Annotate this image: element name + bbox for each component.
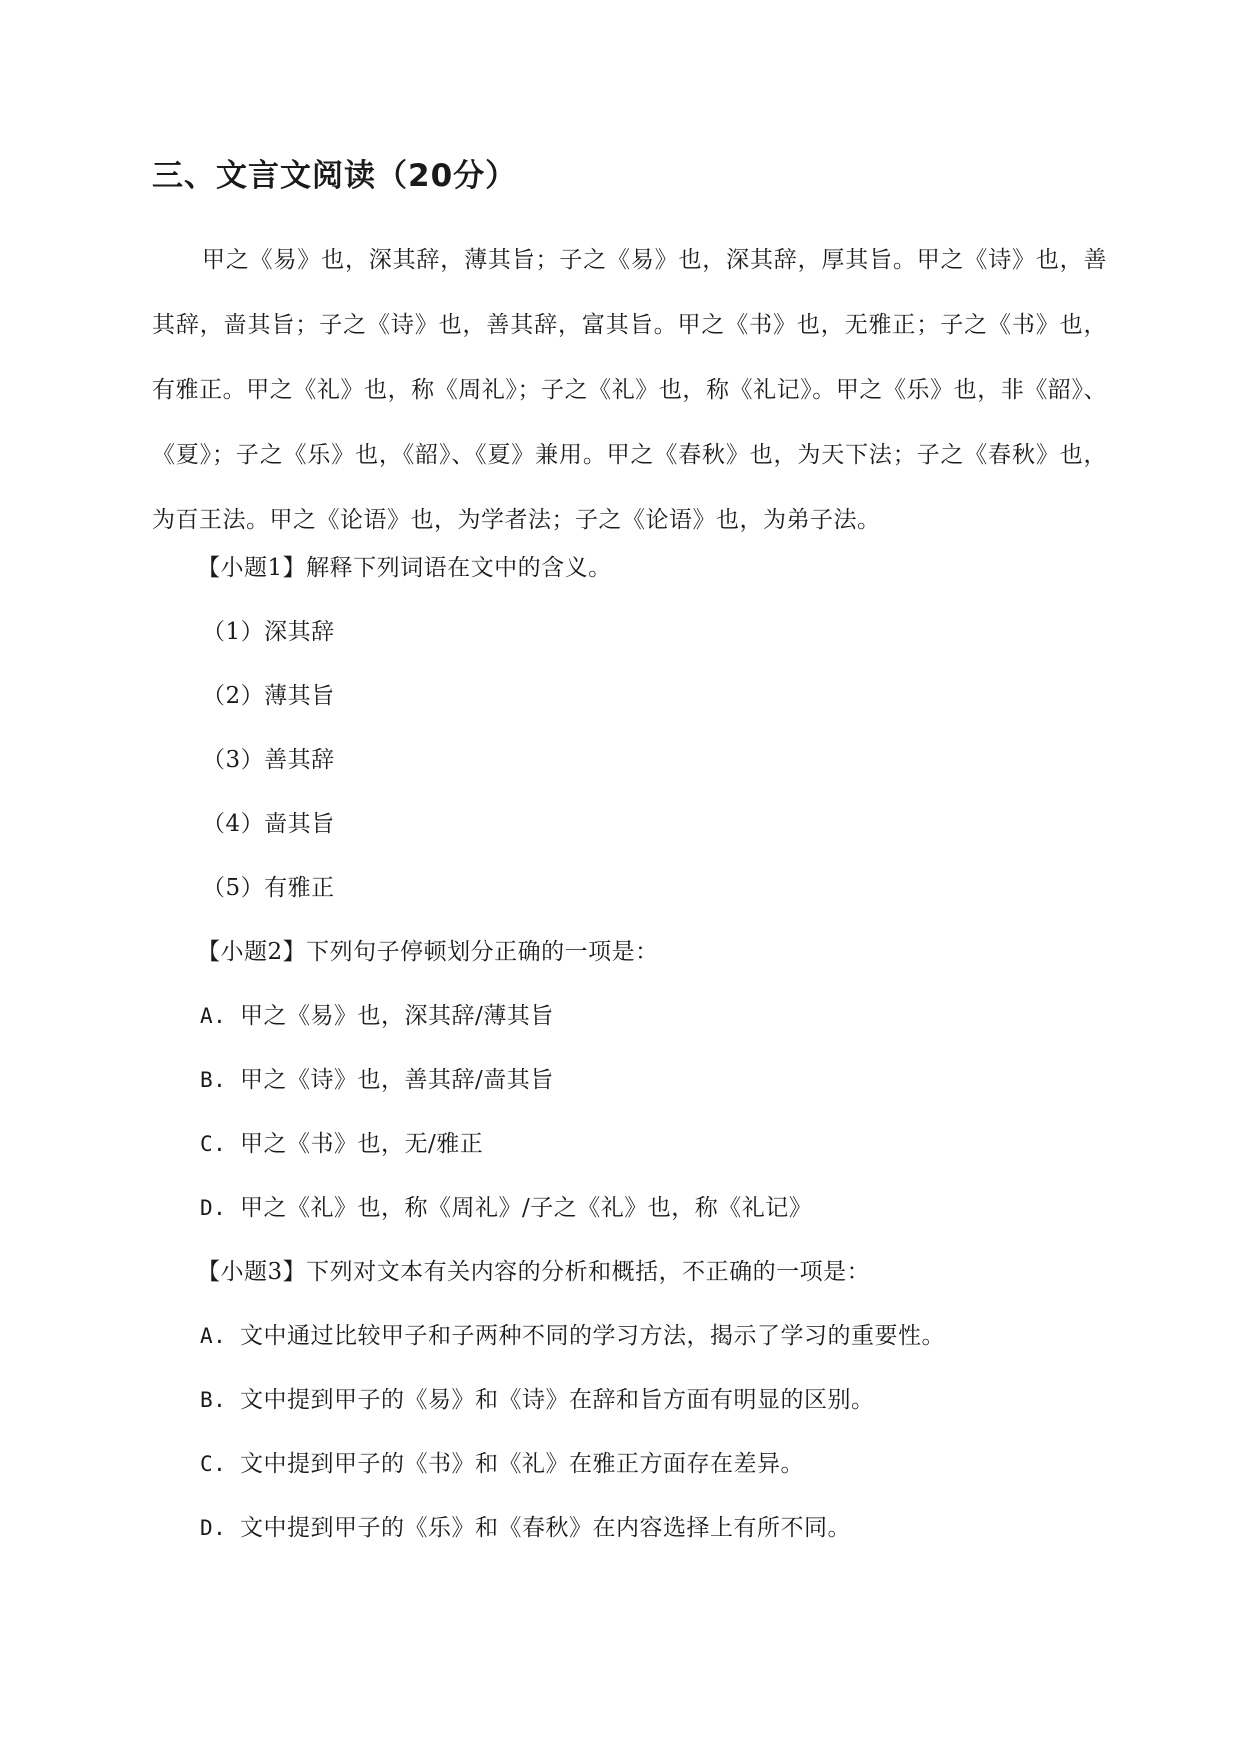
question-2-option-d — [200, 1193, 812, 1223]
option-letter: B. — [200, 1068, 227, 1092]
question-1-item: （5）有雅正 — [202, 875, 335, 901]
question-1-item: （2）薄其旨 — [202, 683, 335, 709]
option-text: 甲之《礼》也，称《周礼》/子之《礼》也，称《礼记》 — [240, 1195, 813, 1221]
option-letter: D. — [200, 1516, 227, 1540]
question-2-heading: 【小题2】下列句子停顿划分正确的一项是： — [197, 939, 659, 965]
question-1-heading: 【小题1】解释下列词语在文中的含义。 — [197, 555, 612, 581]
option-text: 甲之《诗》也，善其辞/啬其旨 — [240, 1067, 554, 1093]
question-2-option-b — [200, 1065, 554, 1095]
question-3-option-a — [200, 1321, 945, 1351]
option-letter: A. — [200, 1004, 227, 1028]
option-letter: B. — [200, 1388, 227, 1412]
question-1-item: （3）善其辞 — [202, 747, 335, 773]
question-1-item: （1）深其辞 — [202, 619, 335, 645]
option-letter: A. — [200, 1324, 227, 1348]
option-letter: C. — [200, 1132, 227, 1156]
question-3-option-c — [200, 1449, 804, 1479]
question-3-heading: 【小题3】下列对文本有关内容的分析和概括，不正确的一项是： — [197, 1259, 871, 1285]
option-text: 甲之《书》也，无/雅正 — [240, 1131, 484, 1157]
option-letter: D. — [200, 1196, 227, 1220]
classical-passage: 甲之《易》也，深其辞，薄其旨；子之《易》也，深其辞，厚其旨。甲之《诗》也，善其辞，啬其旨；子之《诗》也，善其辞，富其旨。甲之《书》也，无雅正；子之《书》也，有雅正。甲之《礼》也，称《周礼》；子之《礼》也，称《礼记》。甲之《乐》也，非《韶》、《夏》；子之《乐》也，《韶》、《夏》兼用。甲之《春秋》也，为天下法；子之《春秋》也，为百王法。甲之《论语》也，为学者法；子之《论语》也，为弟子法。 — [152, 247, 1107, 533]
option-text: 文中提到甲子的《书》和《礼》在雅正方面存在差异。 — [240, 1451, 804, 1477]
question-2-option-a — [200, 1001, 554, 1031]
option-text: 文中提到甲子的《易》和《诗》在辞和旨方面有明显的区别。 — [240, 1387, 875, 1413]
option-text: 文中通过比较甲子和子两种不同的学习方法，揭示了学习的重要性。 — [240, 1323, 945, 1349]
option-text: 文中提到甲子的《乐》和《春秋》在内容选择上有所不同。 — [240, 1515, 851, 1541]
question-3-option-b — [200, 1385, 875, 1415]
question-1-item: （4）啬其旨 — [202, 811, 335, 837]
option-text: 甲之《易》也，深其辞/薄其旨 — [240, 1003, 554, 1029]
option-letter: C. — [200, 1452, 227, 1476]
section-title: 三、文言文阅读（20分） — [152, 158, 518, 194]
question-3-option-d — [200, 1513, 851, 1543]
question-2-option-c — [200, 1129, 483, 1159]
